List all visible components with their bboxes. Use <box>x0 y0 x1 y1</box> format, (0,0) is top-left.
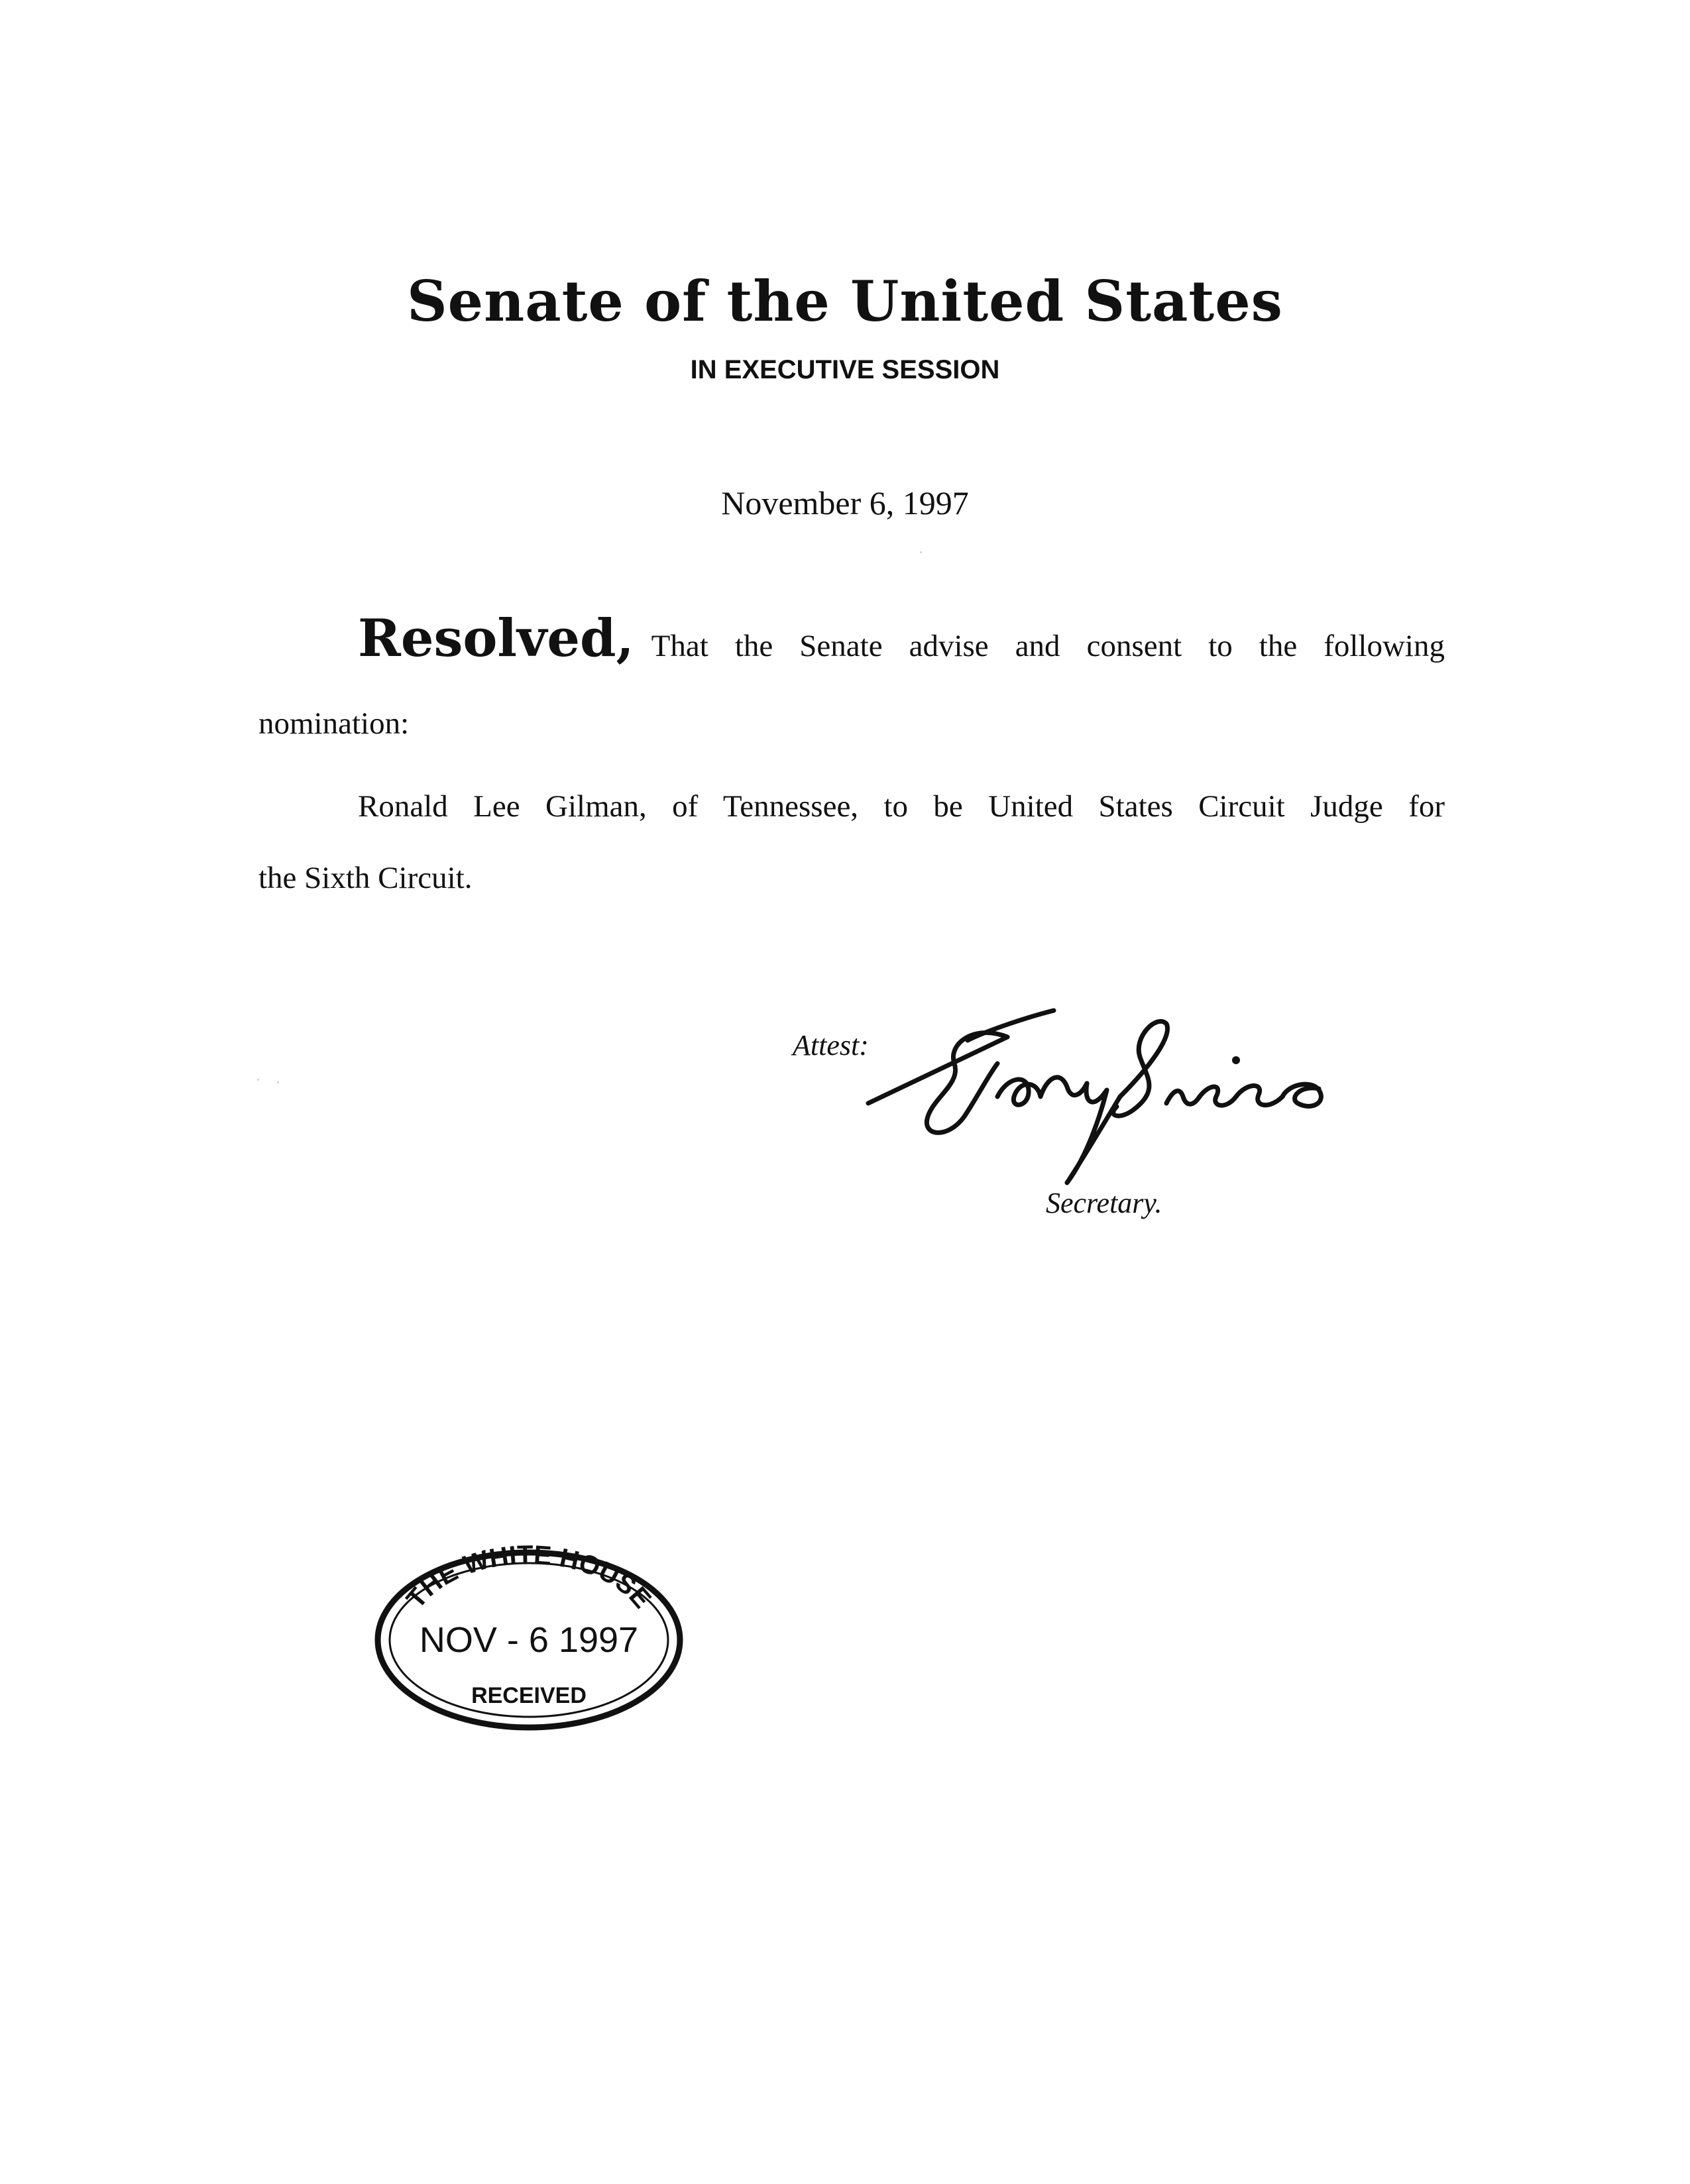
stamp-bottom-text: RECEIVED <box>471 1683 587 1708</box>
session-subtitle: IN EXECUTIVE SESSION <box>690 355 1000 384</box>
document-date: November 6, 1997 <box>721 484 969 521</box>
nomination-line-1: Ronald Lee Gilman, of Tennessee, to be United States Circuit Judge for <box>358 789 1445 824</box>
stamp-date-text: NOV - 6 1997 <box>419 1620 639 1660</box>
nomination-line-2: the Sixth Circuit. <box>258 861 473 895</box>
stamp-top-text: THE WHITE HOUSE <box>400 1541 657 1614</box>
signature-image <box>855 997 1438 1189</box>
scan-speck <box>277 1081 279 1083</box>
resolution-line-1 <box>358 608 1445 669</box>
white-house-received-stamp <box>363 1541 695 1739</box>
scan-speck <box>920 551 922 553</box>
attest-label: Attest: <box>793 1029 869 1062</box>
secretary-title: Secretary. <box>1046 1187 1162 1219</box>
scan-speck <box>257 1079 259 1081</box>
page-title: Senate of the United States <box>407 268 1283 334</box>
resolution-text: That the Senate advise and consent to the following <box>651 629 1445 663</box>
svg-text:THE WHITE HOUSE <box>401 1541 657 1614</box>
resolution-line-2: nomination: <box>258 706 410 741</box>
resolved-keyword: Resolved, <box>358 608 634 669</box>
